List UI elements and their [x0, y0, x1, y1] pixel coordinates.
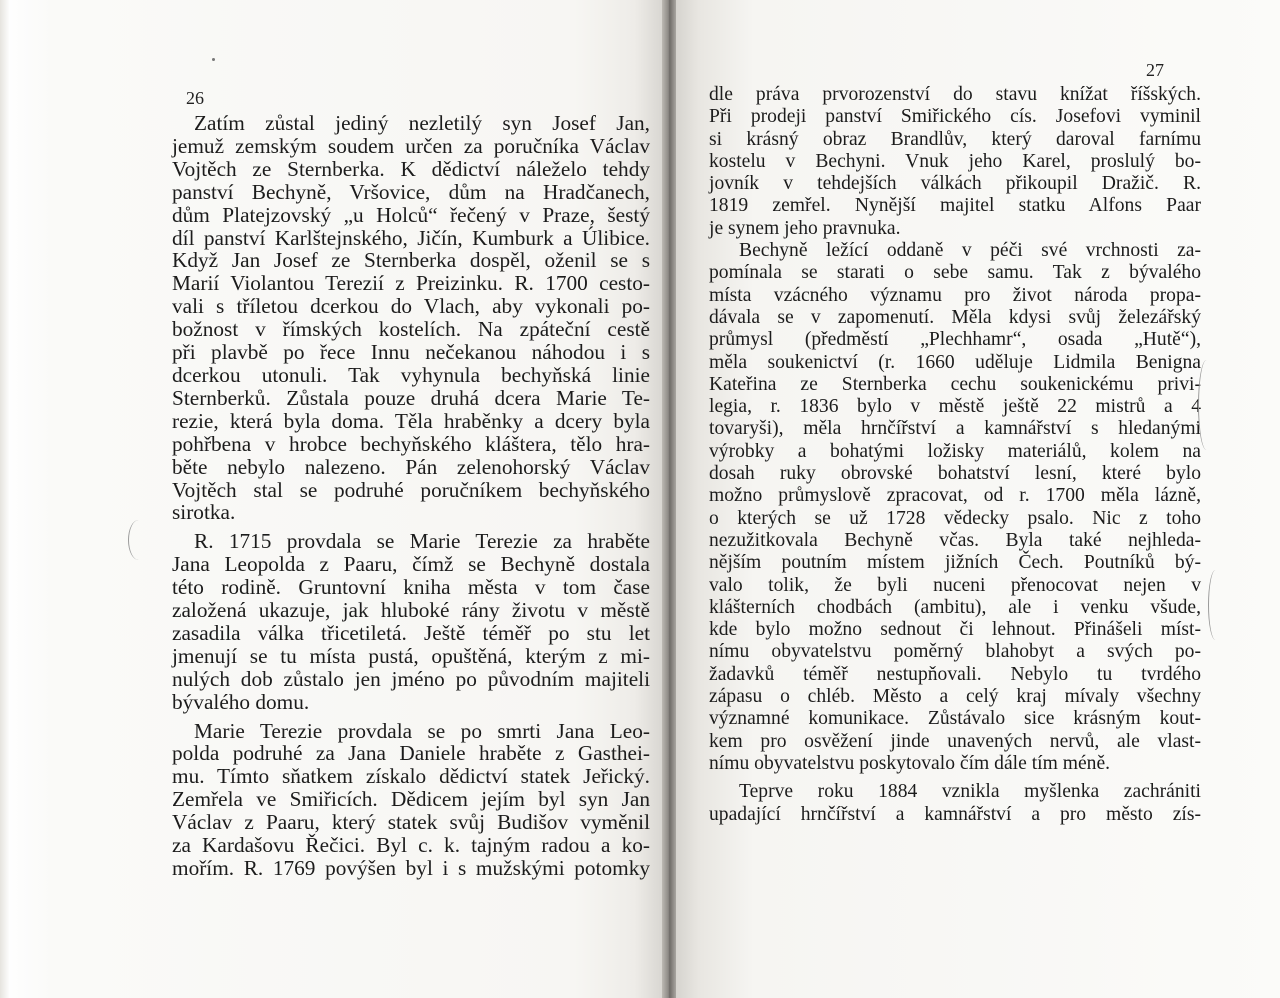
- text-line: Bechyně ležící oddaně v péči své vrchnosti za-: [739, 240, 1201, 262]
- right-page-number: 27: [1146, 60, 1164, 80]
- text-line: valo tolik, že byli nuceni přenocovat nejen v: [709, 574, 1201, 596]
- text-line: dcerkou utonuli. Tak vyhynula bechyňská linie: [172, 362, 650, 387]
- text-line: výrobky a bohatými ložisky materiálů, kolem na: [709, 440, 1201, 462]
- left-page-edge: [0, 0, 10, 998]
- text-line: božnost v římských kostelích. Na zpáteční cestě: [172, 317, 650, 342]
- text-line: nulých dob zůstalo jen jméno po původním majiteli: [172, 666, 650, 691]
- book-gutter: [662, 0, 676, 998]
- text-line: zápasu o chléb. Město a celý kraj mívaly všechny: [709, 686, 1201, 708]
- text-line: Vojtěch stal se podruhé poručníkem bechyňského: [172, 477, 650, 502]
- text-line: upadající hrnčířství a kamnářství a pro město zís-: [709, 803, 1201, 825]
- text-line: Zatím zůstal jediný nezletilý syn Josef Jan,: [194, 111, 650, 135]
- text-line: dosah ruky obrovské bohatství lesní, které bylo: [709, 463, 1201, 485]
- text-line: měla soukenictví (r. 1660 uděluje Lidmila Benigna: [709, 351, 1201, 373]
- text-line: Teprve roku 1884 vznikla myšlenka zachrániti: [739, 781, 1201, 803]
- text-line: kostelu v Bechyni. Vnuk jeho Karel, proslulý bo-: [709, 150, 1201, 172]
- text-line: mu. Tímto sňatkem získalo dědictví statek Jeřický.: [172, 764, 650, 789]
- text-line: průmysl (předměstí „Plechhamr“, osada „Hutě“),: [709, 329, 1201, 351]
- text-line: jemuž zemským soudem určen za poručníka Václav: [172, 133, 650, 158]
- text-line: založená ukazuje, jak hluboké rány životu v městě: [172, 598, 650, 623]
- text-line: je synem jeho pravnuka.: [709, 217, 901, 239]
- pencil-mark-right-lower: [1208, 570, 1223, 640]
- text-line: mořím. R. 1769 povýšen byl i s mužskými potomky: [172, 856, 650, 880]
- text-line: významné komunikace. Zůstávalo sice krásným kout-: [709, 708, 1201, 730]
- text-line: možno průmyslově zpracovat, od r. 1700 měla lázně,: [709, 485, 1201, 507]
- text-line: sirotka.: [172, 500, 236, 525]
- text-line: jmenují se tu místa pustá, opuštěná, kterým z mi-: [172, 643, 650, 668]
- text-line: kem pro osvěžení jinde unavených nervů, ale vlast-: [709, 730, 1201, 752]
- text-line: díl panství Karlštejnského, Jičín, Kumburk a Úlibice.: [172, 225, 650, 250]
- text-line: klášterních chodbách (ambitu), ale i venku všude,: [709, 596, 1201, 618]
- pencil-mark-right-upper: [1198, 360, 1215, 450]
- text-line: dle práva prvorozenství do stavu knížat říšských.: [709, 84, 1201, 105]
- text-line: Když Jan Josef ze Sternberka dospěl, oženil se s: [172, 248, 650, 273]
- text-line: této rodině. Gruntovní kniha města v tom čase: [172, 575, 650, 600]
- text-line: nímu obyvatelstvu poměrný blahobyt a svých po-: [709, 641, 1201, 663]
- text-line: Vojtěch ze Sternberka. K dědictví náleželo tehdy: [172, 156, 650, 181]
- text-line: nezužitkovala Bechyně včas. Byla také nejhleda-: [709, 529, 1201, 551]
- text-line: zasadila válka třicetiletá. Ještě téměř po stu let: [172, 620, 650, 645]
- text-line: tovaryši), měla hrnčířství a kamnářství s hledanými: [709, 418, 1201, 440]
- text-line: žadavků téměř nestupňovali. Nebylo tu tvrdého: [709, 663, 1201, 685]
- text-line: Marií Violantou Terezií z Preizinku. R. 1700 cesto-: [172, 271, 650, 296]
- text-line: Při prodeji panství Smiřického cís. Josefovi vyminil: [709, 106, 1201, 128]
- text-line: legia, r. 1836 bylo v městě ještě 22 mistrů a 4: [709, 396, 1201, 418]
- text-line: pohřbena v hrobce bechyňského kláštera, tělo hra-: [172, 431, 650, 456]
- text-line: panství Bechyně, Vršovice, dům na Hradčanech,: [172, 179, 650, 204]
- text-line: za Kardašovu Řečici. Byl c. k. tajným radou a ko-: [172, 833, 650, 858]
- text-line: Kateřina ze Sternberka cechu soukenickému privi-: [709, 373, 1201, 395]
- text-line: nímu obyvatelstvu poskytovalo čím dále tím méně.: [709, 752, 1111, 774]
- left-page-text: [172, 112, 650, 880]
- text-line: Sternberků. Zůstala pouze druhá dcera Marie Te-: [172, 385, 650, 410]
- left-page-number: 26: [186, 88, 204, 108]
- text-line: kde bylo možno sednout či lehnout. Přinášeli míst-: [709, 619, 1201, 641]
- text-line: vali s tříletou dcerkou do Vlach, aby vykonali po-: [172, 294, 650, 319]
- text-line: Jana Leopolda z Paaru, čímž se Bechyně dostala: [172, 552, 650, 577]
- text-line: dávala se v zapomenutí. Měla kdysi svůj železářský: [709, 306, 1201, 328]
- text-line: Marie Terezie provdala se po smrti Jana Leo-: [194, 718, 650, 743]
- right-page-text: [709, 84, 1201, 826]
- text-line: nějším poutním místem jižních Čech. Poutníků bý-: [709, 552, 1201, 574]
- text-line: místa vzácného významu pro život národa propa-: [709, 284, 1201, 306]
- text-line: běte nebylo nalezeno. Pán zelenohorský Václav: [172, 454, 650, 479]
- text-line: 1819 zemřel. Nynější majitel statku Alfons Paar: [709, 195, 1201, 217]
- text-line: Václav z Paaru, který statek svůj Budišov vyměnil: [172, 810, 650, 835]
- pencil-mark-left: [128, 520, 149, 560]
- text-line: rezie, která byla doma. Těla hraběnky a dcery byla: [172, 408, 650, 433]
- text-line: jovník v tehdejších válkách přikoupil Dražič. R.: [709, 173, 1201, 195]
- text-line: bývalého domu.: [172, 689, 310, 714]
- text-line: Zemřela ve Smiřicích. Dědicem jejím byl syn Jan: [172, 787, 650, 812]
- text-line: při plavbě po řece Innu nečekanou náhodou i s: [172, 340, 650, 365]
- text-line: dům Platejzovský „u Holců“ řečený v Praze, šestý: [172, 202, 650, 227]
- paper-speck: [212, 58, 215, 61]
- text-line: o kterých se už 1728 vědecky psalo. Nic z toho: [709, 507, 1201, 529]
- text-line: R. 1715 provdala se Marie Terezie za hraběte: [194, 529, 650, 554]
- text-line: pomínala se starati o sebe samu. Tak z bývalého: [709, 262, 1201, 284]
- text-line: si krásný obraz Brandlův, který daroval farnímu: [709, 128, 1201, 150]
- text-line: polda podruhé za Jana Daniele hraběte z Gasthei-: [172, 741, 650, 766]
